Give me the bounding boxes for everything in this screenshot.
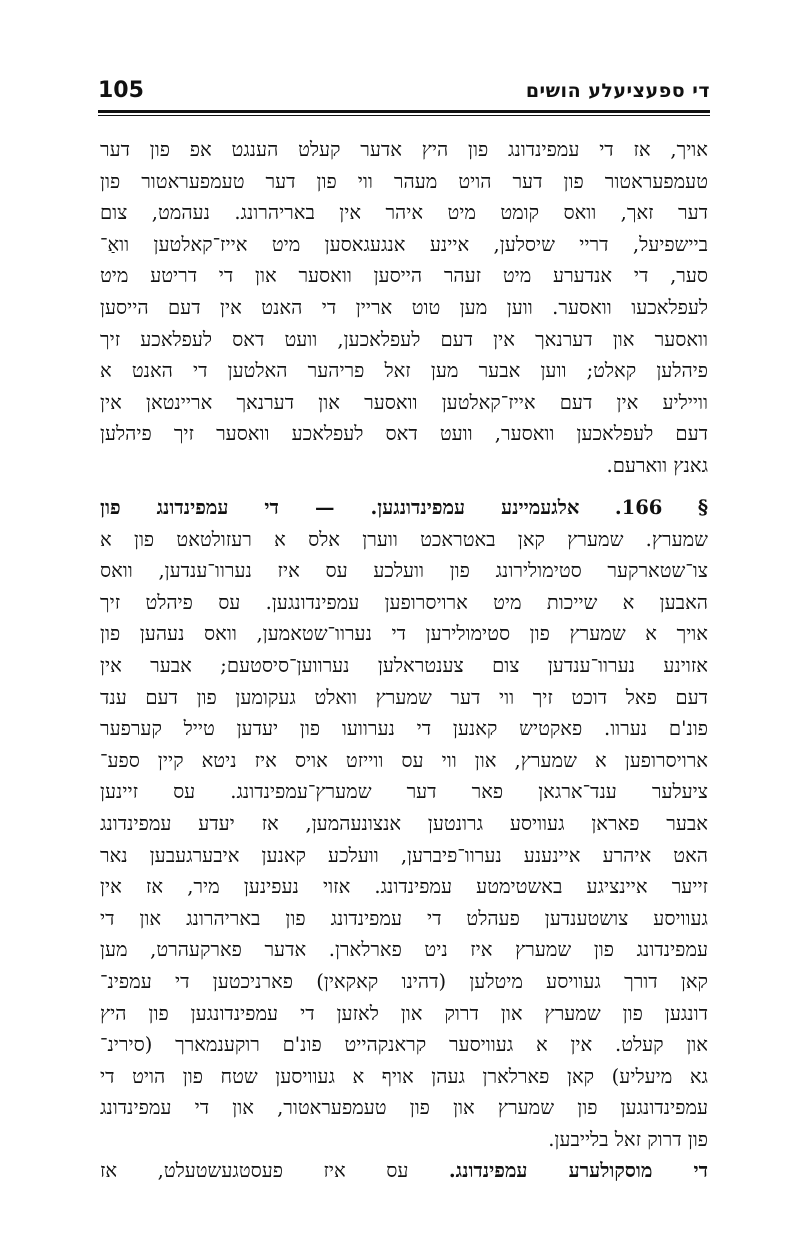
section-heading-line: [100, 492, 708, 524]
text-line: אויך, אז די עמפינדונג פון היץ אדער קעלט הענגט אפ פון דער: [100, 138, 708, 161]
text-line: עמפינדונגען פון שמערץ און פון טעמפעראטור, און די עמפינדונג: [100, 1096, 708, 1120]
text-line: גאנץ ווארעם.: [606, 453, 708, 477]
text-line: פונ'ם נערוו. פאקטיש קאנען די נערוועו פון יעדען טייל קערפער: [100, 717, 708, 741]
text-line: עמפינדונג פון שמערץ איז ניט פארלארן. אדער פארקעהרט, מען: [100, 938, 708, 962]
text-line: ביישפיעל, דריי שיסלען, איינע אנגעגאסען מיט אייז־קאלטען וואַ־: [100, 232, 708, 256]
text-line: אזוינע נערוו־ענדען צום צענטראלען נערווען־סיסטעם; אבער אין: [100, 653, 708, 677]
closing-line: [100, 1155, 708, 1187]
text-line: און קעלט. אין א געוויסער קראנקהייט פונ'ם רוקענמארך (סירינ־: [100, 1033, 708, 1057]
text-line: דונגען פון שמערץ און דרוק און לאזען די עמפינדונגען פון היץ: [100, 1001, 708, 1025]
page-number: 105: [98, 78, 144, 103]
text-line: אויך א שמערץ פון סטימולירען די נערוו־שטאמען, וואס נעהען פון: [100, 622, 708, 646]
text-line: שמערץ. שמערץ קאן באטראכט ווערן אלס א רעזולטאט פון א: [100, 527, 708, 551]
text-line: סער, די אנדערע מיט זעהר הייסען וואסער און די דריטע מיט: [100, 264, 708, 288]
subsection-title: די מוסקולערע עמפינדונג.: [448, 1159, 708, 1183]
text-line: זייער איינציגע באשטימטע עמפינדונג. אזוי נעפינען מיר, אז אין: [100, 875, 708, 899]
text-line: ווייליע אין דעם אייז־קאלטען וואסער און דערנאך אריינטאן אין: [100, 390, 708, 414]
text-line: ארויסרופען א שמערץ, און ווי עס ווייזט אויס איז ניטא קיין ספע־: [100, 748, 708, 772]
text-line: דעם לעפלאכען וואסער, וועט דאס לעפלאכע וואסער זיך פיהלען: [100, 422, 708, 446]
text-line: האבען א שייכות מיט ארויסרופען עמפינדונגען. עס פיהלט זיך: [100, 590, 708, 614]
header-rule-thin: [98, 115, 710, 116]
text-line: קאן דורך געוויסע מיטלען (דהינו קאקאין) פארניכטען די עמפינ־: [100, 969, 708, 993]
text-line: האט איהרע איינענע נערוו־פיברען, וועלכע קאנען איבערגעבען נאר: [100, 843, 708, 867]
text-line: לעפלאכעו וואסער. ווען מען טוט אריין די האנט אין דעם הייסען: [100, 295, 708, 319]
text-line: גא מיעליע) קאן פארלארן געהן אויף א געוויסען שטח פון הויט די: [100, 1064, 708, 1088]
section-number: 166.: [614, 496, 663, 519]
text-line: ציעלער ענד־ארגאן פאר דער שמערץ־עמפינדונג. עס זיינען: [100, 780, 708, 804]
text-line: אבער פאראן געוויסע גרונטען אנצונעהמען, אז יעדע עמפינדונג: [100, 811, 708, 835]
section-title: אלגעמיינע עמפינדונגען. — די עמפינדונג פון: [100, 496, 580, 519]
text-line: וואסער און דערנאך אין דעם לעפלאכען, וועט דאס לעפלאכע זיך: [100, 327, 708, 351]
text-line: דער זאך, וואס קומט מיט איהר אין באריהרונג. נעהמט, צום: [100, 201, 708, 225]
text-line: פון דרוק זאל בלייבען.: [548, 1127, 708, 1151]
section-marker: §: [697, 496, 708, 519]
text-line: דעם פאל דוכט זיך ווי דער שמערץ וואלט געקומען פון דעם ענד: [100, 685, 708, 709]
text-line: פיהלען קאלט; ווען אבער מען זאל פריהער האלטען די האנט א: [100, 359, 708, 383]
header-rule: [98, 110, 710, 113]
closing-text: עס איז פעסטגעשטעלט, אז: [100, 1159, 409, 1183]
text-line: צו־שטארקער סטימולירונג פון וועלכע עס איז נערוו־ענדען, וואס: [100, 559, 708, 583]
section-166: [100, 492, 708, 1187]
text-line: טעמפעראטור פון דער הויט מעהר ווי פון דער טעמפעראטור פון: [100, 169, 708, 193]
paragraph-temperature: [100, 134, 708, 482]
running-title: די ספעציעלע הושים: [525, 80, 710, 102]
page-header: [98, 76, 710, 110]
text-line: געוויסע צושטענדען פעהלט די עמפינדונג פון באריהרונג און די: [100, 906, 708, 930]
